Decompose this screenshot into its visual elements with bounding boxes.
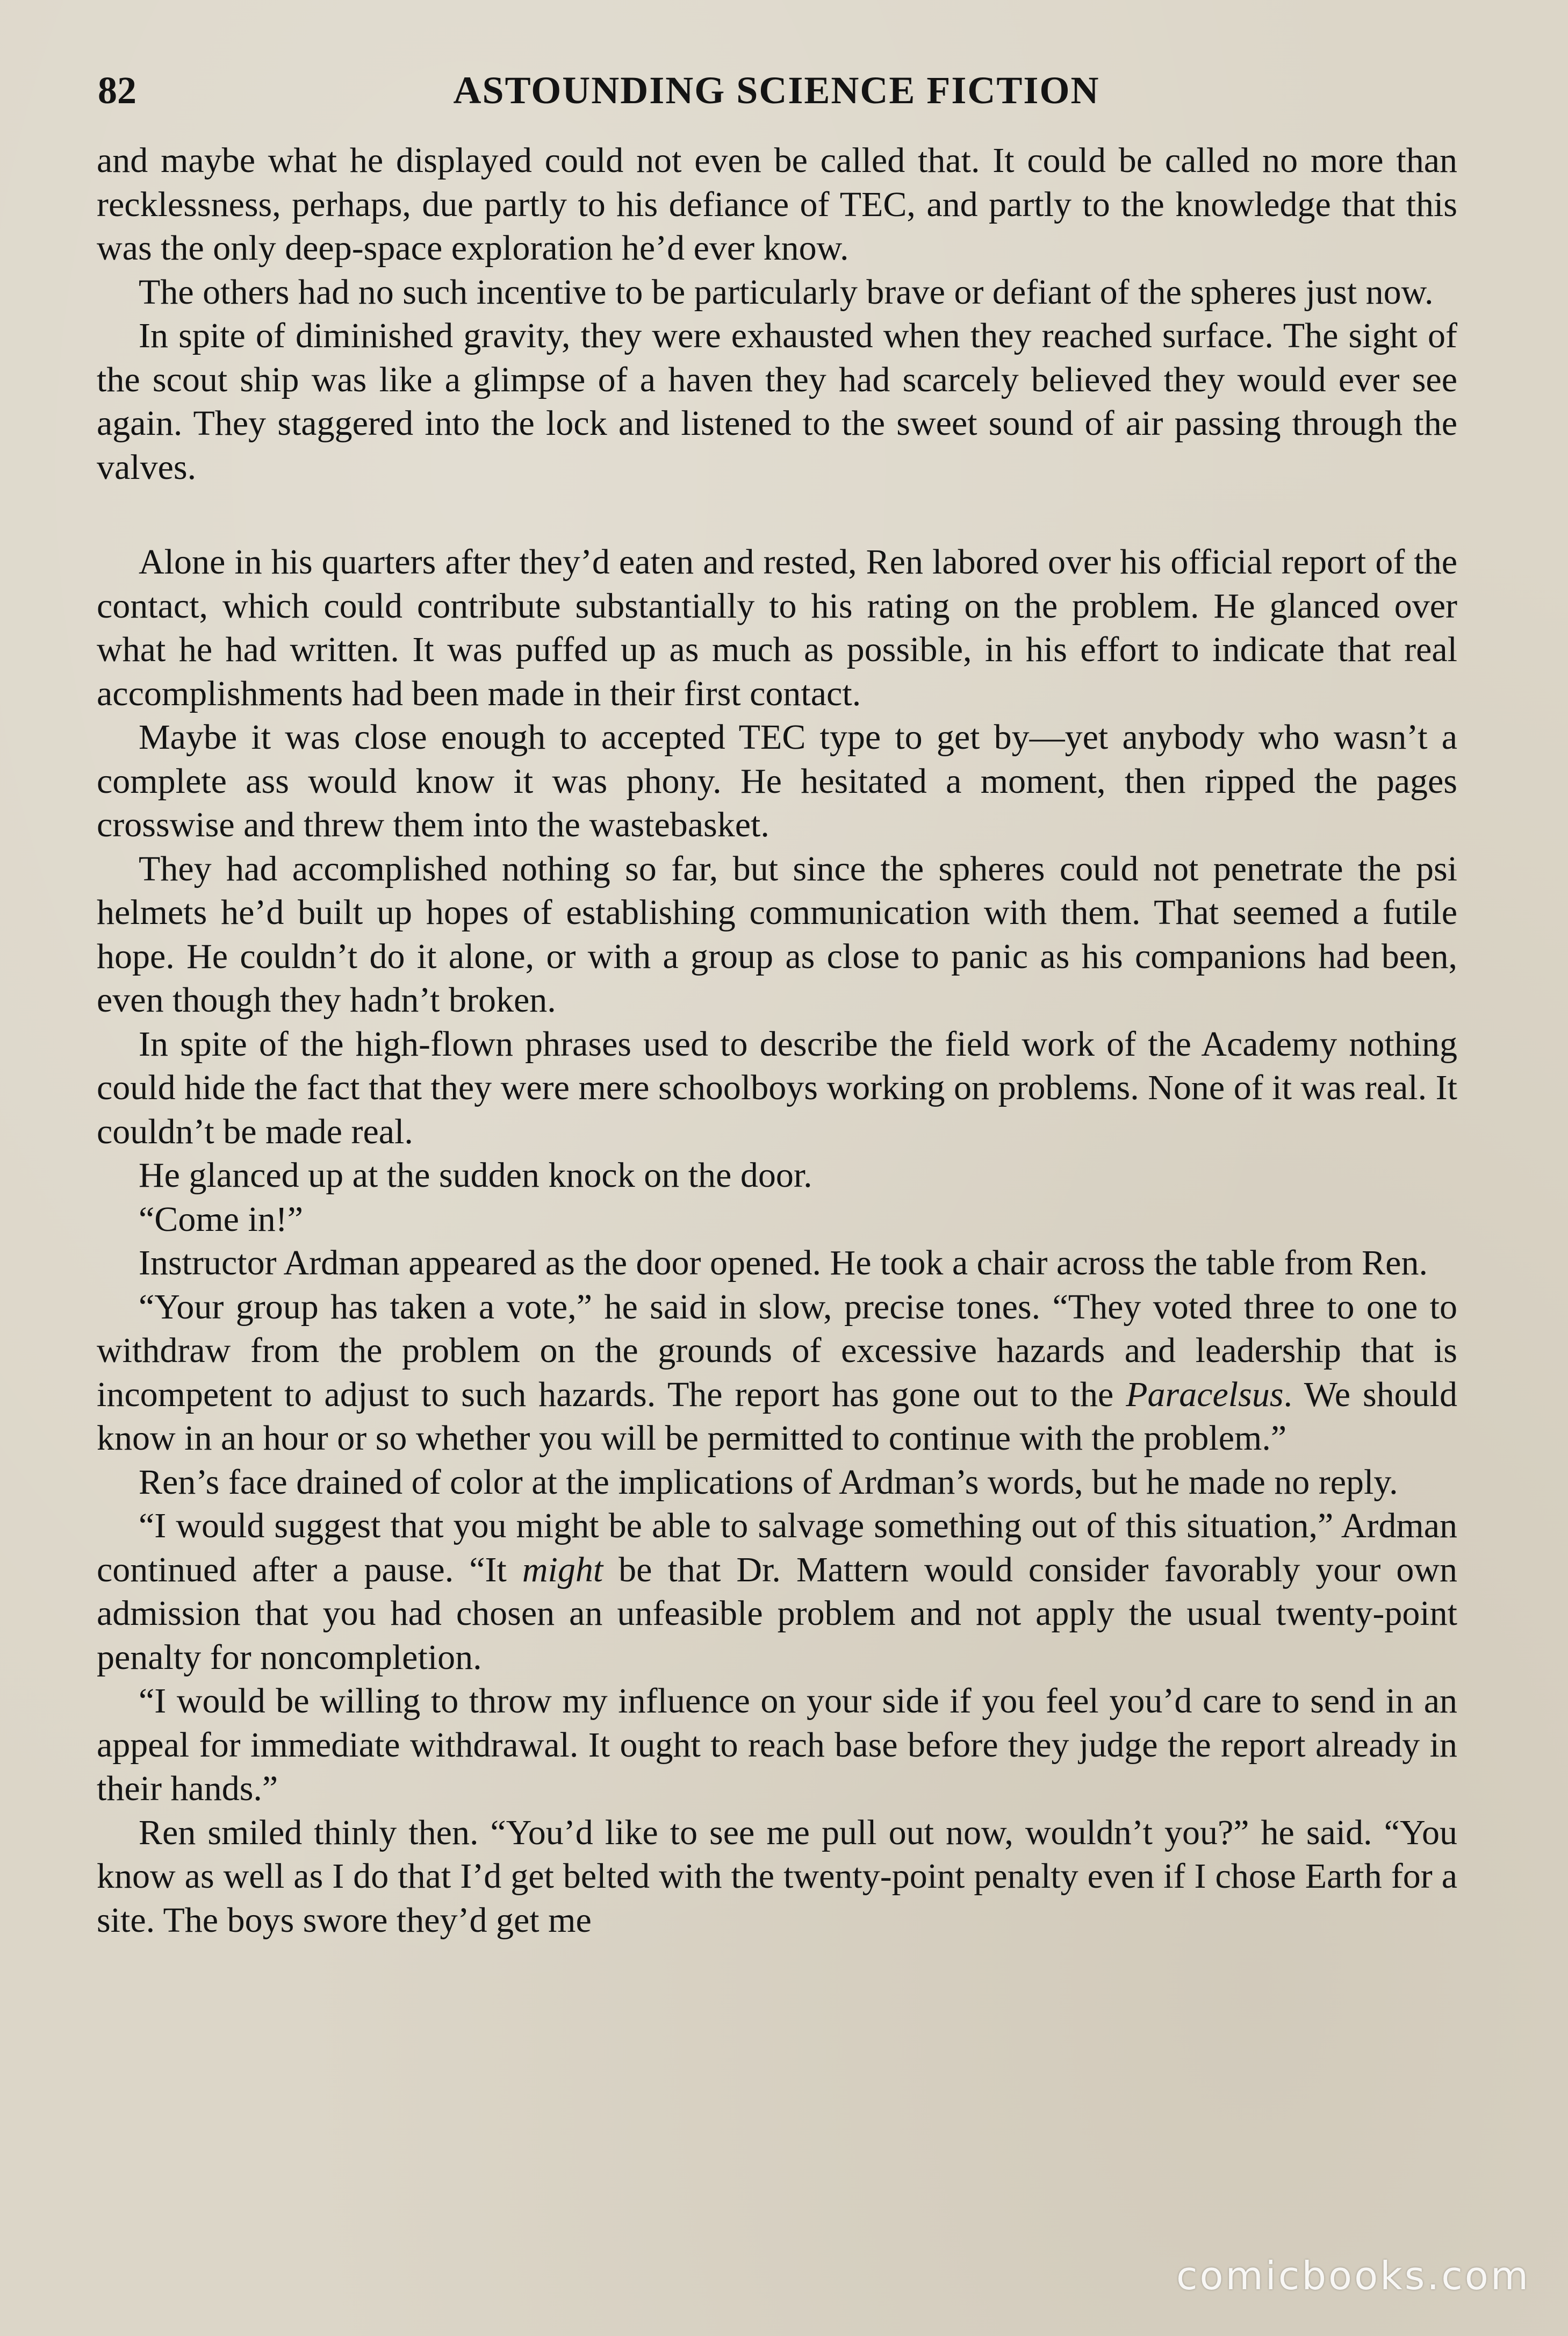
paragraph [97,1241,1457,1285]
paragraph [97,1460,1457,1504]
page-number: 82 [98,69,136,112]
paragraph [97,314,1457,489]
paragraph [97,1504,1457,1679]
paragraph [97,270,1457,314]
text-run: In spite of diminished gravity, they were exhausted when they reached surface. The sight of the scout ship was like a glimpse of a haven they had scarcely believed they would ever see again. They staggered into the lock and listened to the sweet sound of air passing through the valves. [97,316,1457,487]
text-run: They had accomplished nothing so far, but since the spheres could not penetrate the psi helmets he’d built up hopes of establishing communication with them. That seemed a futile hope. He couldn’t do it alone, or with a group as close to panic as his companions had been, even though they hadn’t broken. [97,849,1457,1020]
text-run: . We should know in an hour or so whether you will be permitted to continue with the problem.” [97,1374,1457,1458]
text-run: Alone in his quarters after they’d eaten and rested, Ren labored over his official report of the contact, which could contribute substantially to his rating on the problem. He glanced over what he had written. It was puffed up as much as possible, in his effort to indicate that real accomplishments had been made in their first contact. [97,542,1457,713]
paragraph [97,1153,1457,1198]
paragraph [97,1198,1457,1242]
text-run: be that Dr. Mattern would consider favorably your own admission that you had chosen an unfeasible problem and not apply the usual twenty-point penalty for noncompletion. [97,1550,1457,1677]
text-run: “Your group has taken a vote,” he said in slow, precise tones. “They voted three to one to withdraw from the problem on the grounds of excessive hazards and leadership that is incompetent to adjust to such hazards. The report has gone out to the [97,1287,1457,1414]
text-run: and maybe what he displayed could not even be called that. It could be called no more than recklessness, perhaps, due partly to his defiance of TEC, and partly to the knowledge that this was the only deep-space exploration he’d ever know. [97,141,1457,268]
text-run: He glanced up at the sudden knock on the door. [139,1156,812,1195]
paragraph [97,1811,1457,1943]
text-run: Ren smiled thinly then. “You’d like to see me pull out now, wouldn’t you?” he said. “You know as well as I do that I’d get belted with the twenty-point penalty even if I chose Earth for a site. The boys swore they’d get me [97,1812,1457,1940]
italic-text: might [522,1550,603,1589]
text-run: In spite of the high-flown phrases used to describe the field work of the Academy nothing could hide the fact that they were mere schoolboys working on problems. None of it was real. It couldn’t be made real. [97,1024,1457,1151]
paragraph [97,1285,1457,1460]
text-run: The others had no such incentive to be particularly brave or defiant of the spheres just now. [139,272,1434,312]
text-run: “I would be willing to throw my influence on your side if you feel you’d care to send in an appeal for immediate withdrawal. It ought to reach base before they judge the report already in their hands.” [97,1681,1457,1808]
text-run: Maybe it was close enough to accepted TEC type to get by—yet anybody who wasn’t a complete ass would know it was phony. He hesitated a moment, then ripped the pages crosswise and threw them into the wastebasket. [97,718,1457,844]
paragraph [97,139,1457,270]
page-header [98,63,1455,117]
text-run: “Come in!” [139,1199,304,1239]
text-run: Instructor Ardman appeared as the door opened. He took a chair across the table from Ren. [139,1243,1428,1282]
running-title: ASTOUNDING SCIENCE FICTION [453,69,1100,112]
paragraph [97,1679,1457,1811]
body-text [97,139,1457,1942]
italic-text: Paracelsus [1126,1374,1284,1414]
paragraph [97,847,1457,1022]
paragraph [97,1022,1457,1154]
watermark: comicbooks.com [1176,2253,1530,2298]
paragraph [97,540,1457,715]
paragraph [97,715,1457,847]
text-run: “I would suggest that you might be able to salvage something out of this situation,” Ardman continued after a pause. “It [97,1506,1457,1589]
text-run: Ren’s face drained of color at the implications of Ardman’s words, but he made no reply. [139,1462,1398,1502]
